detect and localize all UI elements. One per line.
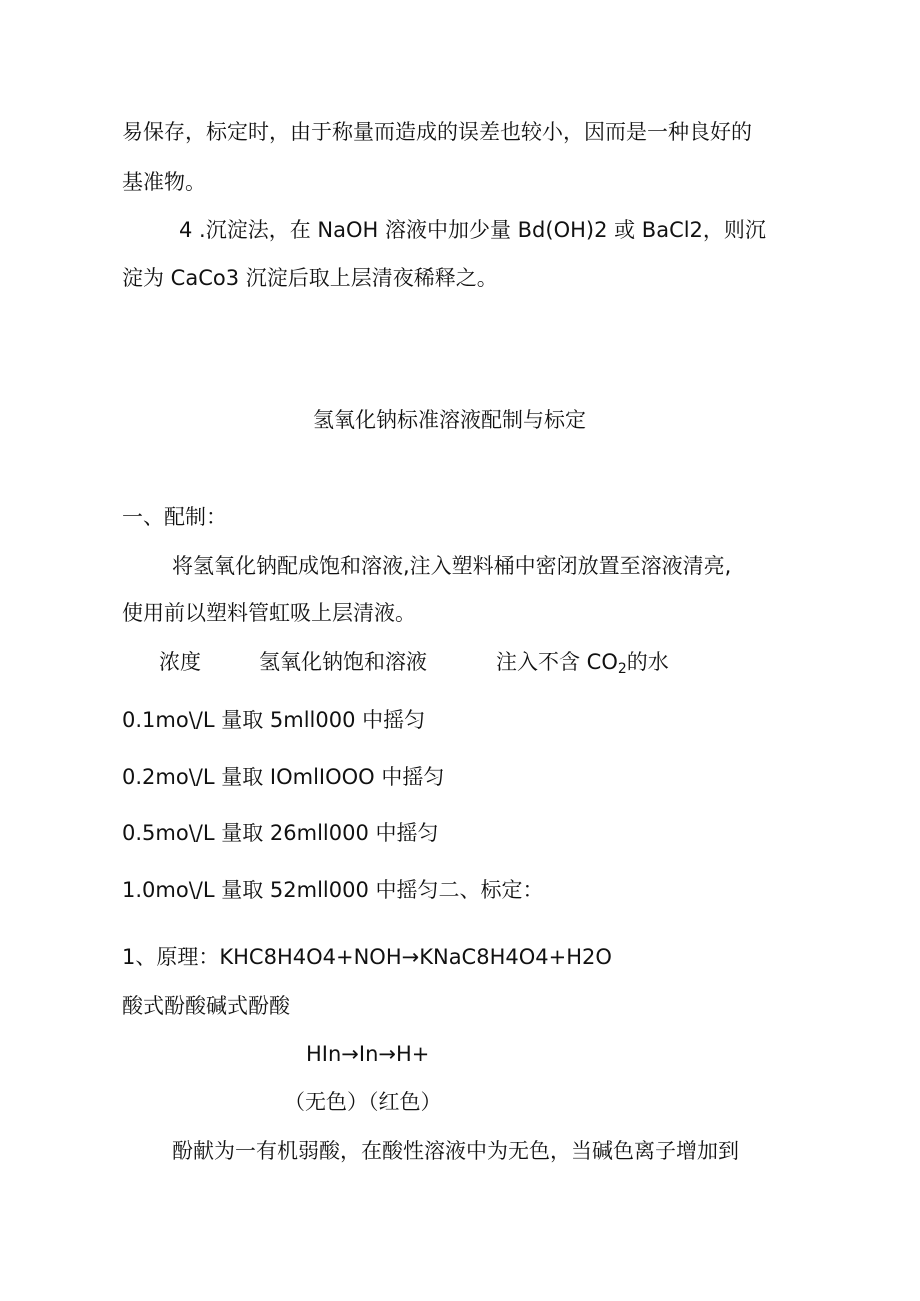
paragraph-line: 淀为 CaCo3 沉淀后取上层清夜稀释之。 — [122, 266, 498, 290]
table-header-water — [496, 650, 669, 677]
table-header-solution: 氢氧化钠饱和溶液 — [259, 650, 427, 674]
water-label-prefix: 注入不含 CO — [496, 650, 618, 674]
indicator-colors: （无色）（红色） — [284, 1090, 442, 1114]
table-header-concentration: 浓度 — [159, 650, 201, 674]
paragraph-line: 酚献为一有机弱酸，在酸性溶液中为无色，当碱色离子增加到 — [172, 1139, 739, 1163]
concentration-row: 0.5mo\/L 量取 26mll000 中摇匀 — [122, 821, 439, 845]
paragraph-line: 基准物。 — [122, 170, 206, 194]
section-title: 氢氧化钠标准溶液配制与标定 — [313, 408, 586, 432]
paragraph-line: 将氢氧化钠配成饱和溶液,注入塑料桶中密闭放置至溶液清亮, — [172, 554, 732, 578]
paragraph-line: 4 .沉淀法，在 NaOH 溶液中加少量 Bd(OH)2 或 BaCl2，则沉 — [179, 218, 766, 242]
co2-subscript: 2 — [617, 661, 627, 677]
concentration-row: 1.0mo\/L 量取 52mll000 中摇匀二、标定： — [122, 878, 544, 902]
paragraph-line: 使用前以塑料管虹吸上层清液。 — [122, 601, 416, 625]
water-label-suffix: 的水 — [626, 650, 669, 674]
indicator-line: 酸式酚酸碱式酚酸 — [122, 994, 290, 1018]
concentration-row: 0.2mo\/L 量取 IOmlIOOO 中摇匀 — [122, 765, 445, 789]
paragraph-line: 易保存，标定时，由于称量而造成的误差也较小，因而是一种良好的 — [122, 120, 752, 144]
principle-line: 1、原理：KHC8H4O4+NOH→KNaC8H4O4+H2O — [122, 945, 612, 969]
section-heading: 一、配制： — [122, 505, 227, 529]
concentration-row: 0.1mo\/L 量取 5mll000 中摇匀 — [122, 708, 426, 732]
indicator-equation: HIn→In→H+ — [306, 1042, 430, 1066]
